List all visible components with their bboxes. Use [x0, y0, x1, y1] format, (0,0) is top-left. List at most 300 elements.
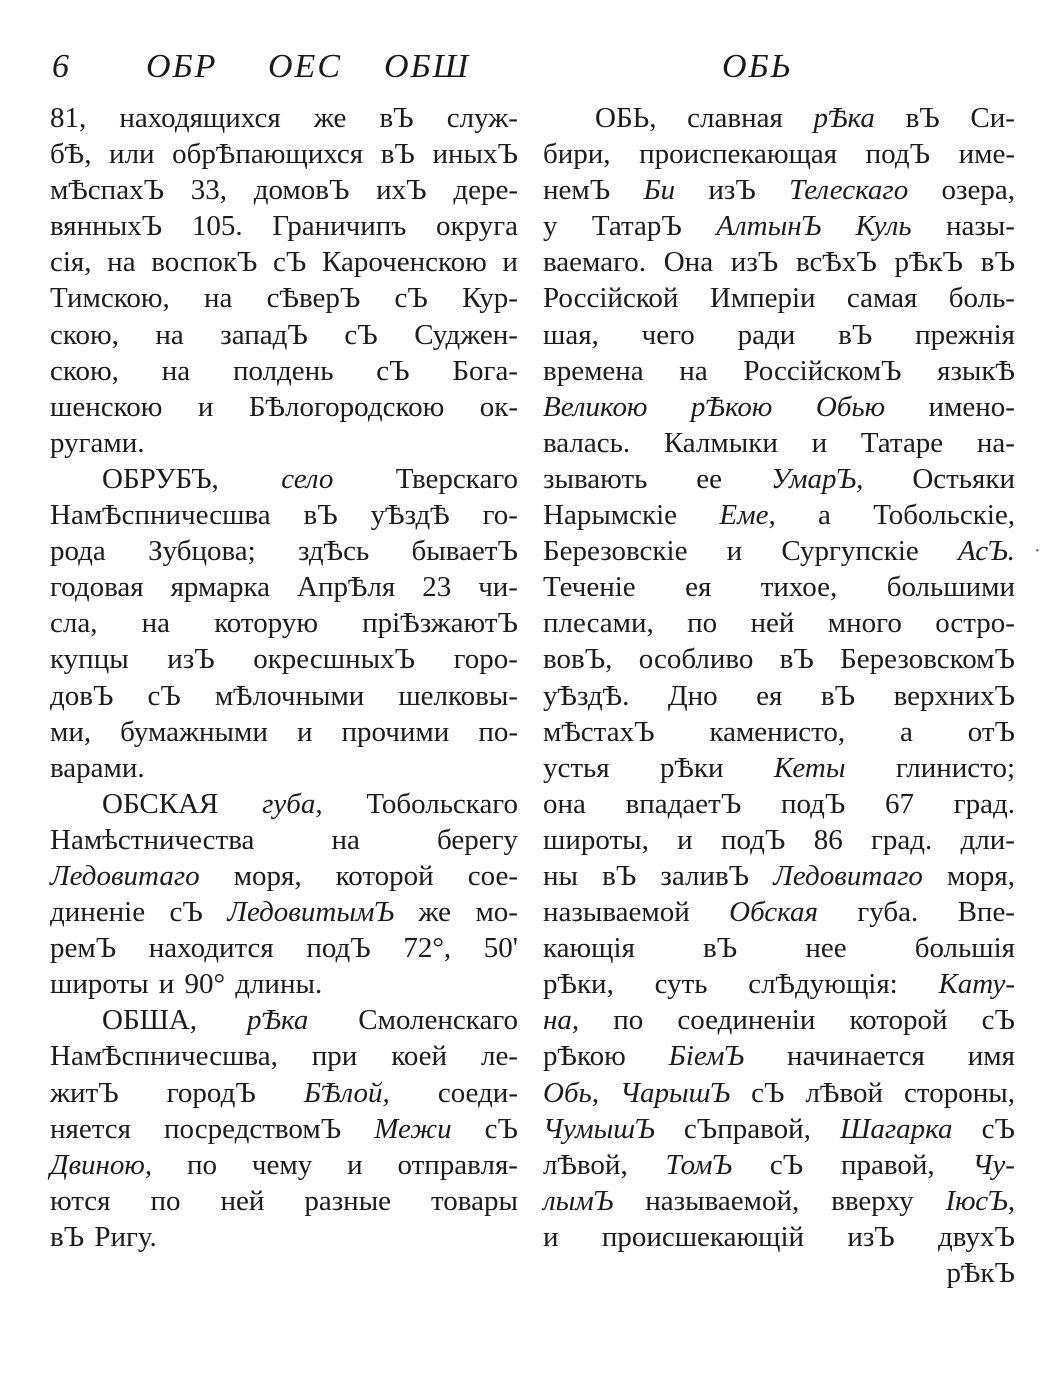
- text-line: [50, 461, 518, 497]
- word: находится: [148, 932, 274, 965]
- text-line: [543, 244, 1015, 280]
- word: а: [818, 499, 831, 532]
- word: на-: [976, 426, 1015, 459]
- word: и: [726, 535, 743, 568]
- word: ны: [543, 859, 579, 892]
- word: Березовскіе: [543, 535, 688, 568]
- word: Двиною,: [50, 1148, 153, 1181]
- word: Телескаго: [789, 174, 909, 207]
- text-line: [543, 1038, 1015, 1074]
- word: на: [204, 282, 233, 315]
- word: берегу: [436, 823, 518, 856]
- text-line: [543, 1147, 1015, 1183]
- text-line: [543, 714, 1015, 750]
- word: и: [811, 426, 828, 459]
- text-line: [50, 1219, 518, 1255]
- word: изЪ: [730, 246, 779, 279]
- text-line: [50, 1183, 518, 1219]
- word: Кароченскою: [322, 246, 487, 279]
- word: подЪ: [780, 787, 846, 820]
- text-line: [543, 461, 1015, 497]
- word: рѢка: [813, 102, 875, 134]
- text-line: [543, 1002, 1015, 1038]
- text-line: [543, 1111, 1015, 1147]
- word: рѢка: [246, 1004, 309, 1037]
- word: Бога-: [452, 354, 518, 387]
- word: АпрѢля: [297, 571, 396, 604]
- word: Тобольскіе,: [873, 499, 1015, 532]
- text-line: [50, 1147, 518, 1183]
- word: уѢздѢ.: [543, 679, 630, 712]
- word: посредствомЪ: [164, 1112, 342, 1145]
- text-line: [50, 389, 518, 425]
- word: чему: [251, 1148, 313, 1181]
- right-column-title: ОБЬ: [722, 48, 793, 85]
- word: шелковы-: [398, 679, 518, 712]
- word: сія,: [50, 246, 92, 279]
- text-line: [543, 966, 1015, 1002]
- word: вверху: [831, 1184, 914, 1217]
- word: дере-: [453, 174, 518, 207]
- word: село: [281, 462, 334, 495]
- text-line: [50, 714, 518, 750]
- word: ея: [756, 679, 783, 712]
- word: языкѢ: [937, 354, 1015, 387]
- word: на: [155, 318, 184, 351]
- text-line: [50, 569, 518, 605]
- word: по: [687, 607, 718, 640]
- word: УмарЪ,: [770, 462, 864, 495]
- text-line: [543, 750, 1015, 786]
- text-line: [543, 641, 1015, 677]
- word: каменисто,: [709, 715, 846, 748]
- word: на: [161, 354, 191, 387]
- text-line: [50, 1038, 518, 1074]
- text-line: [543, 930, 1015, 966]
- word: Тобольскаго: [366, 787, 518, 820]
- word: отЪ: [967, 715, 1015, 748]
- word: вЪ: [703, 932, 738, 965]
- word: служ-: [446, 102, 518, 134]
- word: Обь,: [543, 1076, 599, 1109]
- word: двухЪ: [938, 1220, 1015, 1253]
- word: полдень: [232, 354, 334, 387]
- word: БѢлогородскою: [248, 390, 445, 423]
- word: здѢсь: [298, 535, 370, 568]
- word: горо-: [453, 643, 518, 676]
- text-line: [50, 930, 518, 966]
- text-line: [50, 1002, 518, 1038]
- right-column: [543, 100, 1015, 1291]
- word: плесами,: [543, 607, 654, 640]
- text-line: [50, 966, 518, 1002]
- word: и: [296, 715, 313, 748]
- word: 90°: [184, 968, 226, 1001]
- word: зывають: [543, 462, 648, 495]
- text-line: [543, 280, 1015, 316]
- text-line: [50, 858, 518, 894]
- word: годовая: [50, 571, 144, 604]
- word: на,: [543, 1004, 580, 1037]
- word: и: [502, 246, 518, 279]
- word: которой: [849, 1004, 948, 1037]
- word: губа.: [857, 896, 919, 929]
- word: рѢки,: [543, 968, 614, 1001]
- word: сЪ: [751, 1076, 785, 1109]
- word: шая,: [543, 318, 599, 351]
- text-line: [50, 533, 518, 569]
- page-header: [0, 48, 1052, 98]
- word: сЪ: [981, 1004, 1015, 1037]
- word: ремЪ: [50, 932, 117, 965]
- text-line: [543, 497, 1015, 533]
- word: имено-: [928, 390, 1015, 423]
- word: 50': [483, 932, 518, 965]
- word: вЪ: [379, 102, 414, 134]
- word: назы-: [945, 210, 1015, 243]
- word: и: [197, 390, 214, 423]
- word: ются: [50, 1184, 111, 1217]
- text-line: [50, 641, 518, 677]
- word: прежнія: [915, 318, 1015, 351]
- word: подЪ: [306, 932, 371, 965]
- text-line: [50, 786, 518, 822]
- word: 105.: [191, 210, 243, 243]
- word: по: [613, 1004, 644, 1037]
- word: происшекающій: [601, 1220, 805, 1253]
- word: по-: [478, 715, 518, 748]
- word: и: [347, 1148, 363, 1181]
- word: го-: [482, 499, 518, 532]
- word: на: [331, 823, 360, 856]
- word: боль-: [948, 282, 1015, 315]
- word: Кату-: [938, 968, 1015, 1001]
- text-line: [50, 1075, 518, 1111]
- word: окресшныхЪ: [253, 643, 416, 676]
- word: подЪ: [865, 138, 931, 171]
- word: находящихся: [119, 102, 281, 134]
- word: ваемаго.: [543, 246, 647, 279]
- word: же: [418, 896, 452, 929]
- text-line: [50, 244, 518, 280]
- word: мѢлочными: [214, 679, 365, 712]
- word: Тимскою,: [50, 282, 170, 315]
- word: правой,: [841, 1148, 935, 1181]
- word: соеди-: [437, 1076, 518, 1109]
- word: уѢздѢ: [370, 499, 450, 532]
- word: варами.: [50, 751, 145, 784]
- word: славная: [687, 102, 783, 134]
- text-line: [50, 100, 518, 136]
- word: имя: [967, 1040, 1015, 1073]
- page-number: 6: [52, 48, 71, 85]
- word: БіемЪ: [668, 1040, 745, 1073]
- word: Чу-: [972, 1148, 1015, 1181]
- word: верхнихЪ: [893, 679, 1015, 712]
- word: Суджен-: [414, 318, 518, 351]
- catchword: рѢкЪ: [946, 1257, 1015, 1289]
- word: ЧарышЪ: [620, 1076, 731, 1109]
- word: Кур-: [462, 282, 518, 315]
- word: ОБЬ,: [595, 102, 657, 134]
- word: Калмыки: [663, 426, 778, 459]
- word: впадаетЪ: [625, 787, 742, 820]
- text-line: [543, 1219, 1015, 1255]
- word: которой: [335, 859, 434, 892]
- word: заливЪ: [660, 859, 750, 892]
- word: вЪ: [50, 1220, 85, 1253]
- text-line: [543, 569, 1015, 605]
- word: сЪ: [394, 282, 428, 315]
- word: вЪ: [602, 859, 637, 892]
- word: озера,: [941, 174, 1015, 207]
- word: мѢспахЪ: [50, 174, 165, 207]
- word: у: [543, 210, 558, 243]
- word: скою,: [50, 354, 119, 387]
- word: ее: [696, 462, 722, 495]
- text-line: [543, 100, 1015, 136]
- word: Би: [643, 174, 676, 207]
- text-line: [50, 317, 518, 353]
- word: име-: [958, 138, 1015, 171]
- text-line: [543, 533, 1015, 569]
- text-line: [543, 1075, 1015, 1111]
- word: бири,: [543, 138, 611, 171]
- word: вЪ: [905, 102, 940, 134]
- word: Татаре: [860, 426, 944, 459]
- word: скою,: [50, 318, 119, 351]
- text-line: [543, 786, 1015, 822]
- word: вЪ: [779, 643, 814, 676]
- word: прочими: [341, 715, 450, 748]
- word: сЪ: [147, 679, 181, 712]
- word: ІюсЪ,: [945, 1184, 1015, 1217]
- word: широты,: [543, 823, 649, 856]
- word: мѢстахЪ: [543, 715, 655, 748]
- word: нее: [805, 932, 847, 965]
- word: соединеніи: [677, 1004, 816, 1037]
- word: сЪ: [769, 1148, 804, 1181]
- word: чего: [641, 318, 695, 351]
- word: Великою: [543, 390, 648, 423]
- word: АсЪ.: [957, 535, 1015, 568]
- text-line: [543, 425, 1015, 461]
- word: Межи: [374, 1112, 452, 1145]
- word: на: [679, 354, 708, 387]
- word: вянныхЪ: [50, 210, 163, 243]
- text-line: [50, 822, 518, 858]
- word: всѢхЪ: [795, 246, 877, 279]
- word: сла,: [50, 607, 98, 640]
- text-line: [50, 353, 518, 389]
- word: по: [187, 1148, 218, 1181]
- word: Еме,: [719, 499, 776, 532]
- text-line: [543, 894, 1015, 930]
- text-line: [50, 750, 518, 786]
- word: ради: [737, 318, 796, 351]
- word: сЪ: [376, 354, 410, 387]
- guide-word-3: ОБШ: [384, 48, 471, 85]
- word: глинисто;: [895, 751, 1015, 784]
- left-column: [50, 100, 518, 1255]
- word: Кеты: [773, 751, 846, 784]
- text-line: [50, 425, 518, 461]
- word: сѢверЪ: [266, 282, 361, 315]
- word: Дно: [667, 679, 718, 712]
- word: купцы: [50, 643, 129, 676]
- word: диненіе: [50, 896, 146, 929]
- word: валась.: [543, 426, 631, 459]
- word: сое-: [467, 859, 518, 892]
- word: ми,: [50, 715, 92, 748]
- word: которую: [214, 607, 318, 640]
- word: вЪ: [303, 499, 338, 532]
- text-line: [50, 208, 518, 244]
- word: ЛедовитымЪ: [227, 896, 395, 929]
- word: Остьяки: [912, 462, 1015, 495]
- guide-word-1: ОБР: [146, 48, 218, 85]
- word: стороны,: [904, 1076, 1015, 1109]
- word: воспокЪ: [151, 246, 258, 279]
- word: Теченіе: [543, 571, 636, 604]
- word: 72°,: [403, 932, 452, 965]
- word: довЪ: [50, 679, 114, 712]
- word: ея: [685, 571, 712, 604]
- word: АлтынЪ: [716, 210, 822, 243]
- word: начинается: [787, 1040, 925, 1073]
- word: остро-: [935, 607, 1015, 640]
- word: изЪ: [708, 174, 756, 207]
- word: ок-: [479, 390, 518, 423]
- word: няется: [50, 1112, 131, 1145]
- word: времена: [543, 354, 644, 387]
- word: самая: [846, 282, 918, 315]
- word: НамѢспничесшва: [50, 499, 271, 532]
- word: 81,: [50, 102, 87, 134]
- word: лѢвой: [805, 1076, 883, 1109]
- word: моря,: [947, 859, 1015, 892]
- text-line: [543, 136, 1015, 172]
- word: бываетЪ: [411, 535, 518, 568]
- word: тихое,: [760, 571, 838, 604]
- word: Обская: [729, 896, 818, 929]
- word: мо-: [475, 896, 518, 929]
- word: лѢвой,: [543, 1148, 628, 1181]
- word: Ледовитаго: [773, 859, 923, 892]
- word: отправля-: [397, 1148, 518, 1181]
- word: называемой: [543, 896, 690, 929]
- word: же: [313, 102, 347, 134]
- word: округа: [436, 210, 518, 243]
- word: большими: [886, 571, 1015, 604]
- word: слѢдующія:: [748, 968, 898, 1001]
- word: бумажными: [120, 715, 268, 748]
- text-line: [50, 172, 518, 208]
- word: ле-: [480, 1040, 518, 1073]
- text-line: [543, 353, 1015, 389]
- text-line: [50, 678, 518, 714]
- word: град.: [870, 823, 933, 856]
- word: ТомЪ: [665, 1148, 733, 1181]
- word: немЪ: [543, 174, 611, 207]
- word: дли-: [960, 823, 1015, 856]
- word: кающія: [543, 932, 635, 965]
- word: Тверскаго: [395, 462, 518, 495]
- word: вЪ: [820, 679, 856, 712]
- word: ЧумышЪ: [543, 1112, 655, 1145]
- word: сЪ: [169, 896, 203, 929]
- word: разные: [304, 1184, 392, 1217]
- word: Намѣстничества: [50, 823, 255, 856]
- word: большія: [914, 932, 1015, 965]
- text-line: [543, 208, 1015, 244]
- word: Нарымскіе: [543, 499, 678, 532]
- text-line: [543, 822, 1015, 858]
- word: товары: [431, 1184, 518, 1217]
- word: ОБША,: [102, 1004, 198, 1037]
- word: ругами.: [50, 426, 145, 459]
- word: западЪ: [220, 318, 308, 351]
- word: ОБСКАЯ: [102, 787, 219, 820]
- word: происпекающая: [639, 138, 838, 171]
- text-line: [50, 497, 518, 533]
- word: особливо: [638, 643, 754, 676]
- guide-word-2: ОЕС: [268, 48, 342, 85]
- word: сЪ: [484, 1112, 518, 1145]
- word: Ледовитаго: [50, 859, 200, 892]
- text-line: [50, 1111, 518, 1147]
- word: губа,: [262, 787, 323, 820]
- text-line: [50, 280, 518, 316]
- word: Имперіи: [709, 282, 816, 315]
- word: широты: [50, 968, 149, 1001]
- word: или: [109, 138, 155, 171]
- word: лымЪ: [543, 1184, 614, 1217]
- word: она: [543, 787, 586, 820]
- word: ихЪ: [376, 174, 427, 207]
- word: Шагарка: [840, 1112, 953, 1145]
- word: устья: [543, 751, 610, 784]
- word: Смоленскаго: [358, 1004, 518, 1037]
- text-line: [543, 858, 1015, 894]
- word: изЪ: [167, 643, 215, 676]
- word: сЪ: [344, 318, 378, 351]
- text-line: [543, 389, 1015, 425]
- word: много: [827, 607, 902, 640]
- word: ней: [220, 1184, 265, 1217]
- word: БѢлой,: [303, 1076, 390, 1109]
- word: суть: [654, 968, 708, 1001]
- word: иныхЪ: [432, 138, 518, 171]
- word: Она: [663, 246, 714, 279]
- word: а: [899, 715, 913, 748]
- text-line: [543, 317, 1015, 353]
- word: Зубцова;: [148, 535, 256, 568]
- text-line: [543, 678, 1015, 714]
- word: ярмарка: [170, 571, 271, 604]
- word: РоссійскомЪ: [743, 354, 902, 387]
- word: рѢкою: [543, 1040, 626, 1073]
- text-line: [50, 894, 518, 930]
- word: сЪ: [981, 1112, 1015, 1145]
- word: вЪ: [838, 318, 873, 351]
- word: 23: [422, 571, 452, 604]
- word: обрѢпающихся: [172, 138, 364, 171]
- word: по: [150, 1184, 181, 1217]
- word: Граничипъ: [272, 210, 407, 243]
- text-line: [543, 172, 1015, 208]
- word: житЪ: [50, 1076, 119, 1109]
